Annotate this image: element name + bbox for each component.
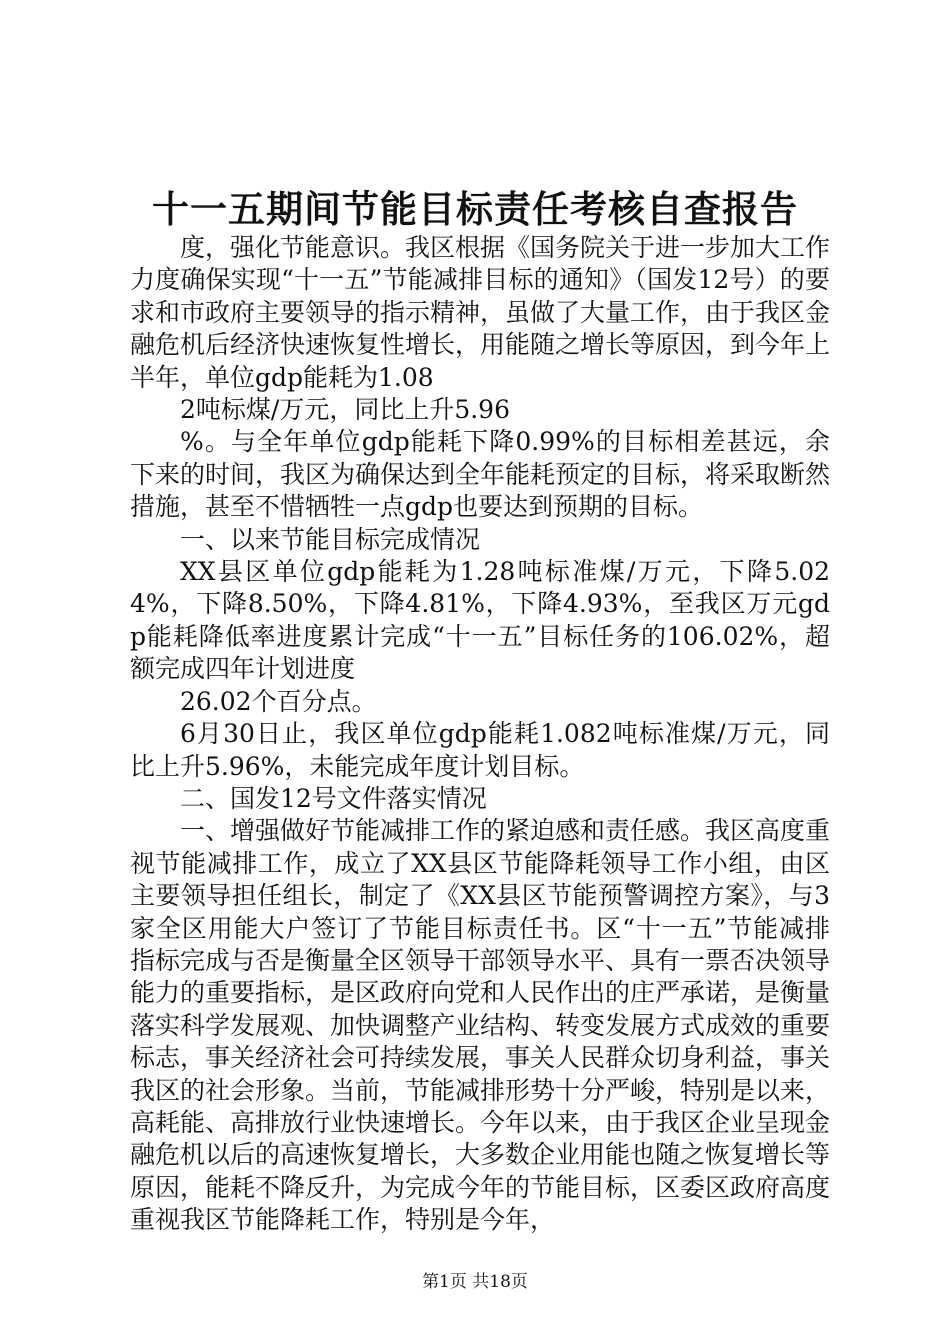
document-title: 十一五期间节能目标责任考核自查报告 — [152, 187, 798, 231]
paragraph-energy-value: 2吨标煤/万元，同比上升5.96 — [180, 395, 510, 425]
paragraph-june-status: 6月30日止，我区单位gdp能耗1.082吨标准煤/万元，同比上升5.96%，未能完成年度计划目标。 — [130, 719, 830, 781]
paragraph-target-gap: %。与全年单位gdp能耗下降0.99%的目标相差甚远，余下来的时间，我区为确保达到全年能耗预定的目标，将采取断然措施，甚至不惜牺牲一点gdp也要达到预期的目标。 — [130, 427, 831, 522]
section-heading-implementation: 二、国发12号文件落实情况 — [180, 783, 487, 813]
paragraph-responsibility: 一、增强做好节能减排工作的紧迫感和责任感。我区高度重视节能减排工作，成立了XX县区节能降耗领导工作小组，由区主要领导担任组长，制定了《XX县区节能预警调控方案》，与3家全区用能大户签订了节能目标责任书。区“十一五”节能减排指标完成与否是衡量全区领导干部领导水平、具有一票否决领导能力的重要指标，是区政府向党和人民作出的庄严承诺，是衡量落实科学发展观、加快调整产业结构、转变发展方式成效的重要标志，事关经济社会可持续发展，事关人民群众切身利益，事关我区的社会形象。当前，节能减排形势十分严峻，特别是以来，高耗能、高排放行业快速增长。今年以来，由于我区企业呈现金融危机以后的高速恢复增长，大多数企业用能也随之恢复增长等原因，能耗不降反升，为完成今年的节能目标，区委区政府高度重视我区节能降耗工作，特别是今年， — [130, 816, 831, 1235]
paragraph-completion-details: XX县区单位gdp能耗为1.28吨标准煤/万元，下降5.024%，下降8.50%，下降4.81%，下降4.93%，至我区万元gdp能耗降低率进度累计完成“十一五”目标任务的106.02%，超额完成四年计划进度 — [130, 557, 830, 684]
paragraph-intro: 度，强化节能意识。我区根据《国务院关于进一步加大工作力度确保实现“十一五”节能减排目标的通知》（国发12号）的要求和市政府主要领导的指示精神，虽做了大量工作，由于我区金融危机后经济快速恢复性增长，用能随之增长等原因，到今年上半年，单位gdp能耗为1.08 — [130, 233, 831, 392]
paragraph-percentage-points: 26.02个百分点。 — [180, 686, 377, 716]
page-number: 第1页 共18页 — [422, 1272, 528, 1292]
document-body — [130, 232, 830, 1237]
section-heading-completion: 一、以来节能目标完成情况 — [180, 524, 481, 554]
